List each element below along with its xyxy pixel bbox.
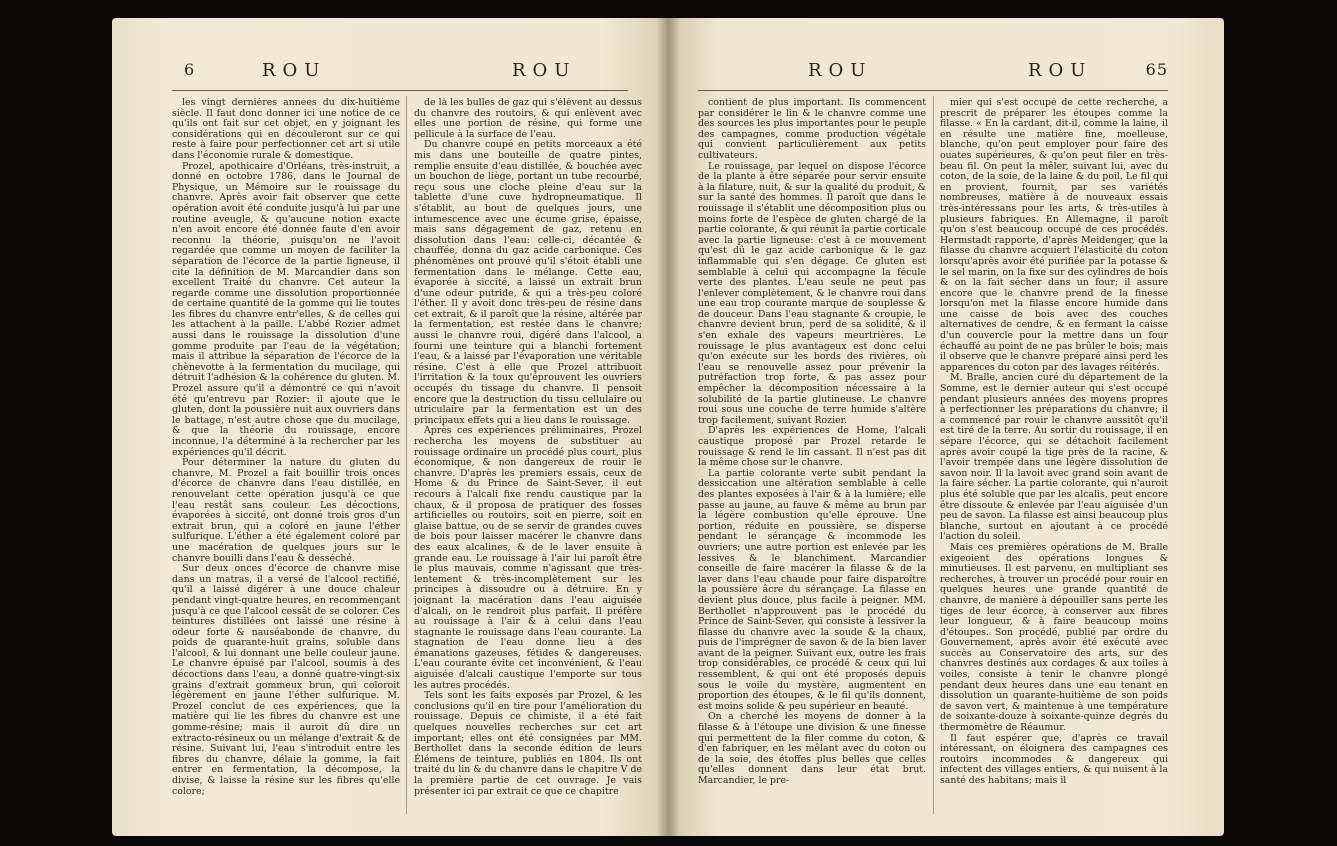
running-head-right-secondary: ROU — [808, 60, 873, 81]
paragraph: Mais ces premières opérations de M. Bralle exigeoient des opérations longues & minutieuses. Il est parvenu, en multipliant ses recherches, à trouver un procédé pour rouir en quelques heures une grande quantité de chanvre, de manière à dépouiller sans perte les tiges de leur écorce, à conserver aux fibres leur longueur, & à faire beaucoup moins d'étoupes. Son procédé, publié par ordre du Gouvernement, après avoir été exécuté avec succès au Conservatoire des arts, sur des chanvres destinés aux cordages & aux toiles à voiles, consiste à tenir le chanvre plongé pendant deux heures dans une eau tenant en dissolution un quarante-huitième de son poids de savon vert, & maintenue à une température de soixante-douze à soixante-quinze degrés du thermomètre de Réaumur. — [940, 541, 1168, 734]
paragraph: Après ces expériences préliminaires, Prozel rechercha les moyens de substituer au rouissage ordinaire un procédé plus court, plus économique, & non dangereux de rouir le chanvre. D'après les premiers essais, ceux de Home & du Prince de Saint-Sever, il eut recours à l'alcali fixe rendu caustique par la chaux, & il proposa de pratiquer des fosses artificielles ou routoirs, soit en pierre, soit en glaise battue, ou de se servir de grandes cuves de bois pour laisser macérer le chanvre dans des eaux alcalines, & de le laver ensuite à grande eau. Le rouissage à l'air lui paroît être le plus mauvais, comme n'agissant que très-lentement & très-incomplètement sur les principes à dissoudre ou à détruire. En y joignant la macération dans l'eau aiguisée d'alcali, on le rendroit plus parfait. Il préfère au rouissage à l'air & à celui dans l'eau stagnante le rouissage dans l'eau courante. La stagnation de l'eau donne lieu à des émanations gazeuses, fétides & dangereuses. L'eau courante évite cet inconvénient, & l'eau aiguisée d'alcali caustique l'emporte sur tous les autres procédés. — [414, 425, 642, 691]
column-divider — [933, 96, 934, 814]
column-divider — [406, 96, 407, 814]
left-page-header — [172, 60, 628, 86]
paragraph: Le rouissage, par lequel on dispose l'écorce de la plante à être séparée pour servir ensuite à la filature, nuit, & sur la qualité du produit, & sur la santé des hommes. Il paroît que dans le rouissage il s'établit une décomposition plus ou moins forte de l'espèce de gluten chargé de la partie colorante, & qui réunit la partie corticale avec la partie ligneuse: c'est à ce mouvement qu'est dû le gaz acide carbonique & le gaz inflammable qui s'en dégage. Ce gluten est semblable à celui qui accompagne la fécule verte des plantes. L'eau seule ne peut pas l'enlever complètement, & le chanvre roui dans une eau trop courante marque de souplesse & de douceur. Dans l'eau stagnante & croupie, le chanvre devient brun, perd de sa solidité, & il s'en exhale des vapeurs meurtrières. Le rouissage le plus avantageux est donc celui qu'on exécute sur les bords des rivières, où l'eau se renouvelle assez pour prévenir la putréfaction trop forte, & pas assez pour empêcher la décomposition nécessaire à la solubilité de la partie glutineuse. Le chanvre roui sous une couche de terre humide s'altère trop facilement, suivant Rozier. — [698, 160, 926, 426]
paragraph: Sur deux onces d'écorce de chanvre mise dans un matras, il a versé de l'alcool rectifié, qu'il a laissé digérer à une douce chaleur pendant vingt-quatre heures, en recommençant jusqu'à ce que l'alcool cessât de se colorer. Ces teintures distillées ont laissé une résine à odeur forte & nauséabonde de chanvre, du poids de quarante-huit grains, soluble dans l'alcool, & lui donnant une belle couleur jaune. Le chanvre épuisé par l'alcool, soumis à des décoctions dans l'eau, a donné quatre-vingt-six grains d'extrait gommeux brun, qui coloroit légèrement en jaune l'éther sulfurique. M. Prozel conclut de ces expériences, que la matière qui lie les fibres du chanvre est une gomme-résine; mais il auroit dû dire un extracto-résineux ou un mélange d'extrait & de résine. Suivant lui, l'eau s'introduit entre les fibres du chanvre, délaie la gomme, la fait entrer en fermentation, la décompose, la divise, & laisse la résine sur les fibres qu'elle colore; — [172, 563, 400, 797]
running-head-left-secondary: ROU — [512, 60, 577, 81]
text-column-4 — [940, 98, 1168, 814]
paragraph: M. Bralle, ancien curé du département de la Somme, est le dernier auteur qui s'est occupé pendant plusieurs années des moyens propres à perfectionner les préparations du chanvre; il a commencé par rouir le chanvre aussitôt qu'il est tiré de la terre. Au sortir du rouissage, il en sépare l'écorce, qui se détachoit facilement après avoir coupé la tige près de la racine, & l'avoir trempée dans une légère dissolution de savon noir. Il la lavoit avec grand soin avant de la faire sécher. La partie colorante, qui n'auroit plus été soluble que par les alcalis, peut encore être dissoute & enlevée par l'eau aiguisée d'un peu de savon. La filasse est ainsi beaucoup plus blanche, surtout en ajoutant à ce procédé l'action du soleil. — [940, 372, 1168, 543]
paragraph: mier qui s'est occupé de cette recherche, a prescrit de préparer les étoupes comme la filasse. « En la cardant, dit-il, comme la laine, il en résulte une matière fine, moelleuse, blanche, qu'on peut employer pour faire des ouates supérieures, & qu'on peut filer en très-beau fil. On peut la mêler, suivant lui, avec du coton, de la soie, de la laine & du poil. Le fil qui en provient, fournit, par ses variétés nombreuses, matière à de nouveaux essais très-intéressans pour les arts, & très-utiles à plusieurs fabriques. En Allemagne, il paroît qu'on s'est beaucoup occupé de ces procédés. Hermstadt rapporte, d'après Meidenger, que la filasse du chanvre acquiert l'élasticité du coton lorsqu'après avoir été purifiée par la potasse & le sel marin, on la fixe sur des cylindres de bois & on la fait sécher dans un four; il assure encore que le chanvre prend de la finesse lorsqu'on met la filasse encore humide dans une caisse de bois avec des couches alternatives de cendre, & en fermant la caisse d'un couvercle pour la mettre dans un four échauffé au point de ne pas brûler le bois; mais il observe que le chanvre préparé ainsi perd les apparences du coton par des lavages réitérés. — [940, 98, 1168, 373]
paragraph: de là les bulles de gaz qui s'élèvent au dessus du chanvre des routoirs, & qui enlèvent avec elles une portion de résine, qui forme une pellicule à la surface de l'eau. — [414, 98, 642, 140]
text-column-2 — [414, 98, 642, 814]
page-number-left: 6 — [184, 60, 196, 79]
paragraph: La partie colorante verte subit pendant la dessiccation une altération semblable à celle des plantes exposées à l'air & à la lumière; elle passe au jaune, au fauve & même au brun par la légère combustion qu'elle éprouve. Une portion, réduite en poussière, se disperse pendant le sérançage & incommode les ouvriers; une autre portion est enlevée par les lessives & le blanchiment. Marcandier conseille de faire macérer la filasse & de la laver dans l'eau chaude pour faire disparoître la poussière âcre du sérançage. La filasse en devient plus douce, plus facile à peigner. MM. Berthollet n'approuvent pas le procédé du Prince de Saint-Sever, qui consiste à lessiver la filasse du chanvre avec la soude & la chaux, puis de l'imprégner de savon & de la bien laver avant de la peigner. Suivant eux, outre les frais trop considérables, ce procédé & ceux qui lui ressemblent, & qui ont été proposés depuis sous le voile du mystère, augmentent en proportion des étoupes, & le fil qu'ils donnent, est moins solide & peu supérieur en beauté. — [698, 467, 926, 712]
paragraph: contient de plus important. Ils commencent par considérer le lin & le chanvre comme une des sources les plus importantes pour le peuple des campagnes, comme production végétale qui convient particulièrement aux petits cultivateurs. — [698, 98, 926, 161]
left-page — [112, 18, 668, 836]
running-head-right: ROU — [1028, 60, 1093, 81]
text-column-1 — [172, 98, 400, 814]
text-column-3 — [698, 98, 926, 814]
right-page — [668, 18, 1224, 836]
page-number-right: 65 — [1145, 60, 1168, 79]
book-gutter — [656, 18, 680, 836]
paragraph: Prozel, apothicaire d'Orléans, très-instruit, a donné en octobre 1786, dans le Journal de Physique, un Mémoire sur le rouissage du chanvre. Après avoir fait observer que cette opération avoit été conduite jusqu'à lui par une routine aveugle, & qu'aucune notion exacte n'en avoit encore été donnée faute d'en avoir reconnu la théorie, puisqu'on ne l'avoit regardée que comme un moyen de faciliter la séparation de l'écorce de la partie ligneuse, il cite la définition de M. Marcandier dans son excellent Traité du chanvre. Cet auteur la regarde comme une dissolution proportionnée de certaine quantité de la gomme qui lie toutes les fibres du chanvre entr'elles, & de celles qui les attachent à la paille. L'abbé Rozier admet aussi dans le rouissage la dissolution d'une gomme produite par l'eau de la végétation; mais il attribue la séparation de l'écorce de la chènevotte à la fermentation du mucilage, qui détruit l'adhésion & la cohérence du gluten. M. Prozel assure qu'il a démontré ce qui n'avoit été qu'entrevu par Rozier: il ajoute que le gluten, dont la poussière nuit aux ouvriers dans le battage, n'est autre chose que du mucilage, & que la théorie du rouissage, encore inconnue, l'a déterminé à la rechercher par les expériences qu'il décrit. — [172, 160, 400, 458]
paragraph: Pour déterminer la nature du gluten du chanvre, M. Prozel a fait bouillir trois onces d'écorce de chanvre dans l'eau distillée, en renouvelant cette opération jusqu'à ce que l'eau restât sans couleur. Les décoctions, évaporées à siccité, ont donné trois gros d'un extrait brun, qui a coloré en jaune l'éther sulfurique. L'éther a été également coloré par une macération de quelques jours sur le chanvre bouilli dans l'eau & desséché. — [172, 457, 400, 564]
header-rule-right — [698, 90, 1168, 91]
paragraph: Tels sont les faits exposés par Prozel, & les conclusions qu'il en tire pour l'amélioration du rouissage. Depuis ce chimiste, il a été fait quelques nouvelles recherches sur cet art important; elles ont été consignées par MM. Berthollet dans la seconde édition de leurs Élémens de teinture, publiés en 1804. Ils ont traité du lin & du chanvre dans le chapitre V de la première partie de cet ouvrage. Je vais présenter ici par extrait ce que ce chapitre — [414, 690, 642, 797]
paragraph: les vingt dernières années du dix-huitième siècle. Il faut donc donner ici une notice de ce qu'ils ont fait sur cet objet, en y joignant les considérations qui en découleront sur ce qui reste à faire pour perfectionner cet art si utile dans l'économie rurale & domestique. — [172, 98, 400, 161]
running-head-left: ROU — [262, 60, 327, 81]
right-page-header — [698, 60, 1168, 86]
header-rule-left — [172, 90, 628, 91]
paragraph: Du chanvre coupé en petits morceaux a été mis dans une bouteille de quatre pintes, remplie ensuite d'eau distillée, & bouchée avec un bouchon de liège, portant un tube recourbé, reçu sous une cloche pleine d'eau sur la tablette d'une cuve hydropneumatique. Il s'établit, au bout de quelques jours, une intumescence avec une écume grise, épaisse, mais sans dégagement de gaz, retenu en dissolution dans l'eau: celle-ci, décantée & chauffée, donna du gaz acide carbonique. Ces phénomènes ont prouvé qu'il s'étoit établi une fermentation dans le mélange. Cette eau, évaporée à siccité, a laissé un extrait brun d'une odeur putride, & qui a très-peu coloré l'éther. Il y avoit donc très-peu de résine dans cet extrait, & il paroît que la résine, altérée par la fermentation, est restée dans le chanvre; aussi le chanvre roui, digéré dans l'alcool, a fourni une teinture qui a blanchi fortement l'eau, & a laissé par l'évaporation une véritable résine. C'est à elle que Prozel attribuoit l'irritation & la toux qu'éprouvent les ouvriers occupés du tissage du chanvre. Il pensoit encore que la destruction du tissu cellulaire ou utriculaire par la fermentation est un des principaux effets qui a lieu dans le rouissage. — [414, 139, 642, 426]
paragraph: D'après les expériences de Home, l'alcali caustique proposé par Prozel retarde le rouissage & rend le lin cassant. Il n'est pas dit la même chose sur le chanvre. — [698, 425, 926, 469]
paragraph: On a cherché les moyens de donner à la filasse & à l'étoupe une division & une finesse qui permettent de la filer comme du coton, & d'en fabriquer, en les mêlant avec du coton ou de la soie, des étoffes plus belles que celles qu'elles donnent dans leur état brut. Marcandier, le pre- — [698, 711, 926, 786]
paragraph: Il faut espérer que, d'après ce travail intéressant, on éloignera des campagnes ces routoirs incommodes & dangereux qui infectent des villages entiers, & qui nuisent à la santé des habitans; mais il — [940, 732, 1168, 786]
